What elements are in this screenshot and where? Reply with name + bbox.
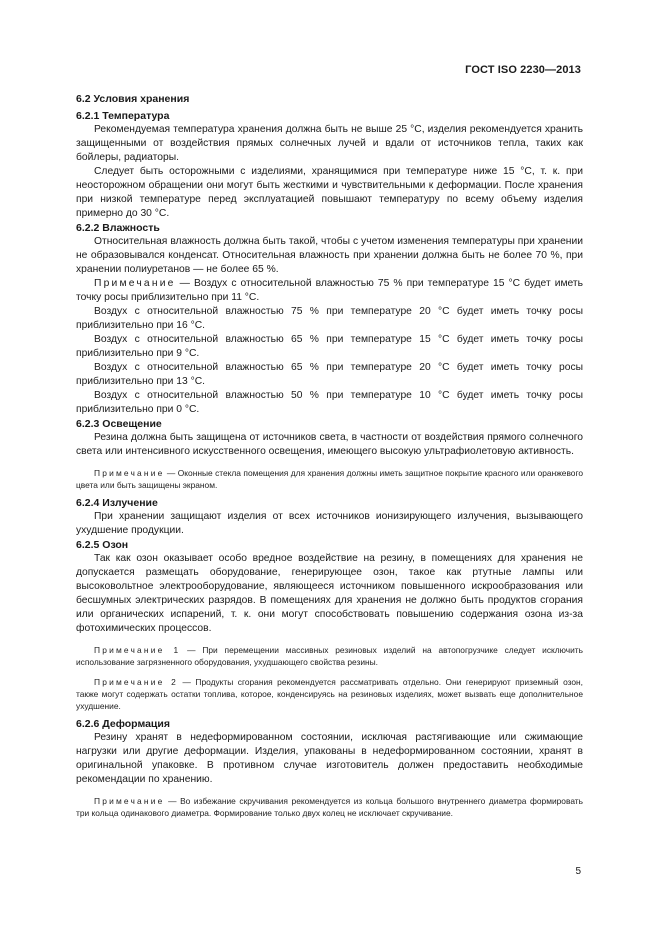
note-label: Примечание 2 [94,677,179,687]
paragraph: Резину хранят в недеформированном состоянии, исключая растягивающие или сжимающие нагрузки или другие деформации. Изделия, упакованы в недеформированном состоянии, хранят в оригинальной упаковке. В противном случае изготовитель должен предоставить необходимые рекомендации по хранению. [76,732,583,785]
paragraph: Резина должна быть защищена от источников света, в частности от воздействия прямого солнечного света или интенсивного искусственного освещения, имеющего высокую ультрафиолетовую активность. [76,432,583,457]
note-text: — Во избежание скручивания рекомендуется из кольца большого внутреннего диаметра формировать три кольца одинакового диаметра. Формирование только двух колец не исключает скручивание. [76,796,583,818]
ozone-note-1 [76,644,583,668]
section-6-2-6-heading: 6.2.6 Деформация [76,718,170,730]
paragraph: При хранении защищают изделия от всех источников ионизирующего излучения, вызывающего ухудшение продукции. [76,511,583,536]
note-text: — При перемещении массивных резиновых изделий на автопогрузчике следует исключить использование загрязненного оборудования, ухудшающего свойства резины. [76,645,583,667]
page-number: 5 [575,866,581,877]
section-6-2-heading: 6.2 Условия хранения [76,93,190,105]
section-6-2-4-heading: 6.2.4 Излучение [76,497,158,509]
note-text: — Воздух с относительной влажностью 75 % при температуре 15 °С будет иметь точку росы приблизительно при 11 °С. [76,278,583,303]
note-label: Примечание 1 [94,645,181,655]
note-label: Примечание [94,278,176,289]
paragraph: Относительная влажность должна быть такой, чтобы с учетом изменения температуры при хранении не образовывался конденсат. Относительная влажность при хранении должна быть не более 70 %, при хранении полиуретанов — не более 65 %. [76,236,583,275]
paragraph: Воздух с относительной влажностью 50 % при температуре 10 °С будет иметь точку росы приблизительно при 0 °С. [76,390,583,415]
paragraph: Следует быть осторожными с изделиями, хранящимися при температуре ниже 15 °С, т. к. при неосторожном обращении они могут быть жесткими и чувствительными к деформации. После хранения при низкой температуре перед эксплуатацией повышают температуру по всему объему изделия примерно до 30 °С. [76,166,583,219]
paragraph: Воздух с относительной влажностью 65 % при температуре 15 °С будет иметь точку росы приблизительно при 9 °С. [76,334,583,359]
section-6-2-5-heading: 6.2.5 Озон [76,539,129,551]
deformation-note [76,795,583,819]
section-6-2-2-heading: 6.2.2 Влажность [76,222,160,234]
note-text: — Продукты сгорания рекомендуется рассматривать отдельно. Они генерируют приземный озон, также могут содержать остатки топлива, которое, конденсируясь на резиновых изделиях, может вызвать еще дополнительное ухудшение. [76,677,583,711]
note-label: Примечание [94,796,165,806]
paragraph: Рекомендуемая температура хранения должна быть не выше 25 °С, изделия рекомендуется хранить защищенными от воздействия прямых солнечных лучей и вдали от источников тепла, таких как бойлеры, радиаторы. [76,124,583,163]
lighting-note [76,467,583,491]
document-id-header: ГОСТ ISO 2230—2013 [465,64,581,76]
section-6-2-1-heading: 6.2.1 Температура [76,110,170,122]
note-text: — Оконные стекла помещения для хранения должны иметь защитное покрытие красного или оранжевого цвета или быть защищены экраном. [76,468,583,490]
ozone-note-2 [76,676,583,712]
paragraph: Воздух с относительной влажностью 75 % при температуре 20 °С будет иметь точку росы приблизительно при 16 °С. [76,306,583,331]
section-6-2-3-heading: 6.2.3 Освещение [76,418,162,430]
humidity-note [76,277,583,305]
page-body [76,92,583,824]
paragraph: Воздух с относительной влажностью 65 % при температуре 20 °С будет иметь точку росы приблизительно при 13 °С. [76,362,583,387]
paragraph: Так как озон оказывает особо вредное воздействие на резину, в помещениях для хранения не допускается размещать оборудование, генерирующее озон, такое как ртутные лампы или высоковольтное электрооборудование, являющееся источником повышенного искрообразования или бесшумных электрических разрядов. В помещениях для хранения не должно быть продуктов сгорания или органических испарений, т. к. они могут способствовать повышению содержания озона из-за фотохимических процессов. [76,553,583,634]
note-label: Примечание [94,468,165,478]
